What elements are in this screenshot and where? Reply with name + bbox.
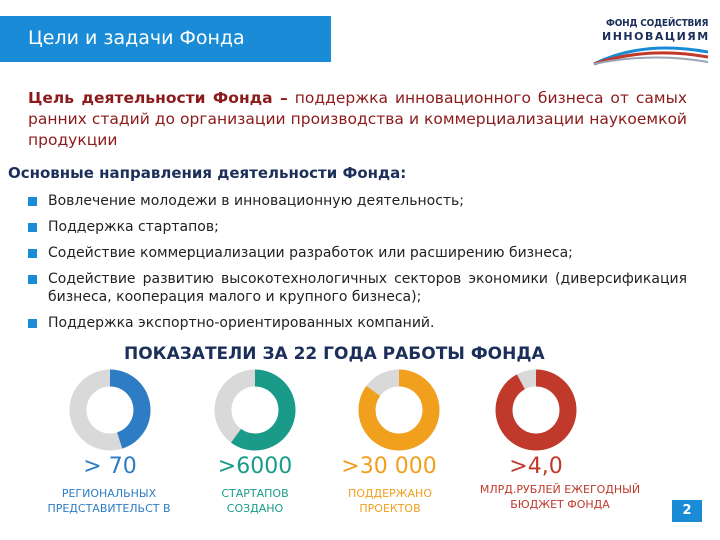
list-item-text: Содействие развитию высокотехнологичных секторов экономики (диверсификация бизнеса, кооперация малого и крупного бизнеса); [48, 271, 687, 305]
stat-value-regional: > 70 [83, 454, 137, 479]
list-item-text: Содействие коммерциализации разработок или расширению бизнеса; [48, 245, 573, 261]
stat-value-startups: >6000 [217, 454, 293, 479]
logo-swoosh-icon [592, 44, 710, 66]
donut-value-arc [504, 378, 568, 442]
stat-value-budget: >4,0 [509, 454, 563, 479]
page-number: 2 [672, 500, 702, 522]
goal-text: поддержка инновационного бизнеса от самых ранних стадий до организации производства и коммерциализации наукоемкой продукции [28, 89, 687, 149]
list-item-text: Вовлечение молодежи в инновационную деятельность; [48, 193, 465, 209]
list-item [28, 218, 687, 236]
donut-startups [213, 368, 297, 452]
bullet-square-icon [28, 319, 37, 328]
bullet-square-icon [28, 223, 37, 232]
stat-label-regional: РЕГИОНАЛЬНЫХ ПРЕДСТАВИТЕЛЬСТ В [47, 487, 171, 515]
stat-label-budget: МЛРД.РУБЛЕЙ ЕЖЕГОДНЫЙ БЮДЖЕТ ФОНДА [479, 483, 641, 511]
stat-value-projects: >30 000 [341, 454, 437, 479]
foundation-logo [592, 16, 712, 70]
goal-paragraph [28, 88, 687, 151]
list-item-text: Поддержка стартапов; [48, 219, 219, 235]
bullet-square-icon [28, 197, 37, 206]
bullet-square-icon [28, 249, 37, 258]
donut-projects [357, 368, 441, 452]
logo-line-1: ФОНД СОДЕЙСТВИЯ [606, 18, 709, 29]
directions-list [28, 192, 687, 340]
donut-budget [494, 368, 578, 452]
list-item [28, 192, 687, 210]
list-item-text: Поддержка экспортно-ориентированных компаний. [48, 315, 435, 331]
list-item [28, 244, 687, 262]
goal-lead: Цель деятельности Фонда – [28, 89, 288, 107]
directions-heading: Основные направления деятельности Фонда: [8, 164, 407, 182]
stat-label-startups: СТАРТАПОВ СОЗДАНО [221, 487, 289, 515]
stats-heading: ПОКАЗАТЕЛИ ЗА 22 ГОДА РАБОТЫ ФОНДА [124, 344, 545, 364]
logo-line-2: ИННОВАЦИЯМ [602, 30, 710, 43]
list-item [28, 270, 687, 306]
list-item [28, 314, 687, 332]
stat-label-projects: ПОДДЕРЖАНО ПРОЕКТОВ [347, 487, 432, 515]
page-title: Цели и задачи Фонда [28, 27, 245, 49]
bullet-square-icon [28, 275, 37, 284]
donut-regional [68, 368, 152, 452]
title-bar [0, 16, 331, 62]
